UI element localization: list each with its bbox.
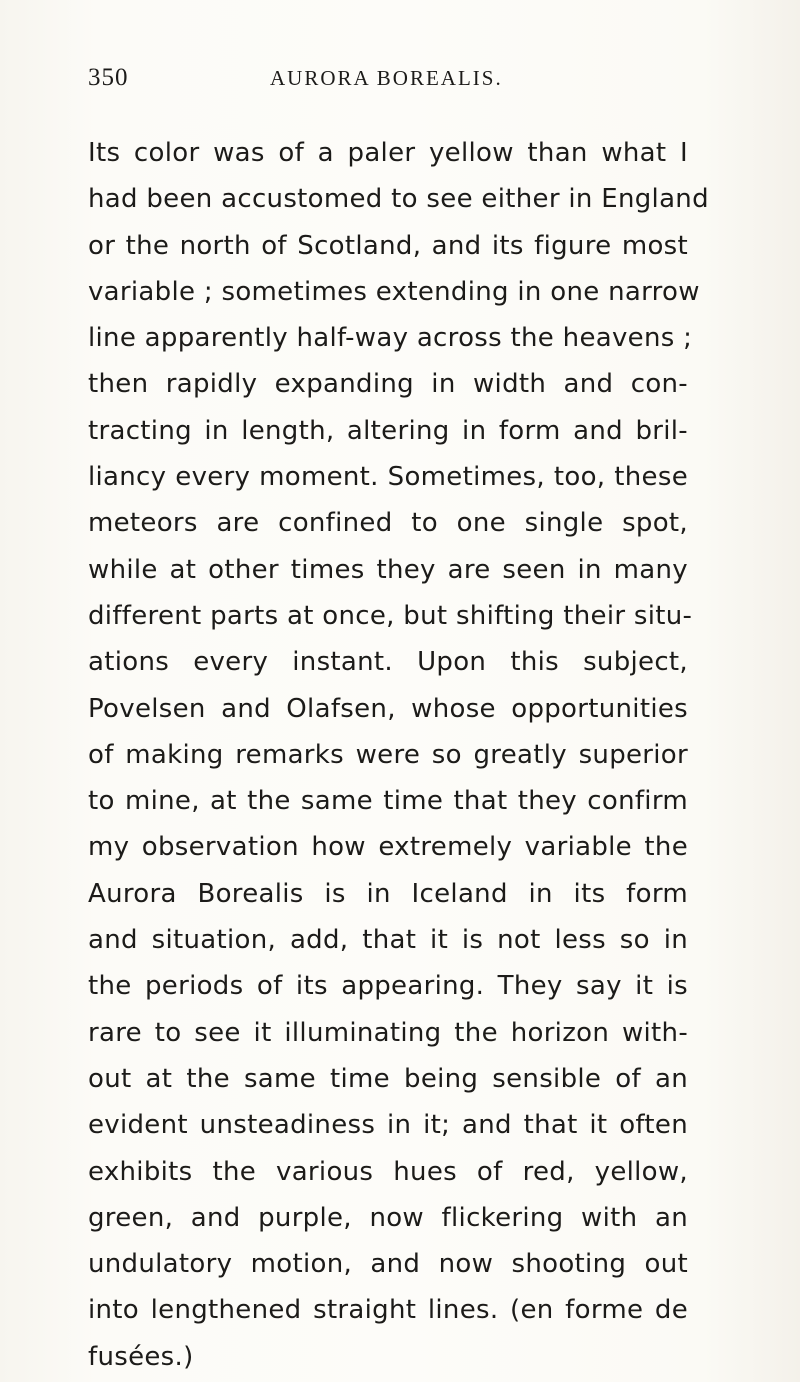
text-line: rare to see it illuminating the horizon with- — [88, 1017, 688, 1048]
text-line: while at other times they are seen in many — [88, 554, 688, 585]
text-line: undulatory motion, and now shooting out — [88, 1249, 688, 1280]
running-title: AURORA BOREALIS. — [270, 66, 503, 90]
text-line: evident unsteadiness in it; and that it often — [88, 1110, 688, 1141]
text-line: line apparently half-way across the heavens ; — [88, 323, 693, 354]
text-line: or the north of Scotland, and its figure most — [88, 230, 688, 261]
text-line: and situation, add, that it is not less so in — [88, 925, 688, 956]
text-line: ations every instant. Upon this subject, — [88, 647, 688, 678]
text-line: of making remarks were so greatly superior — [88, 739, 688, 770]
text-line: different parts at once, but shifting their situ- — [88, 600, 693, 631]
text-line: variable ; sometimes extending in one narrow — [88, 276, 700, 307]
text-line: fusées.) — [88, 1341, 194, 1372]
text-line: meteors are confined to one single spot, — [88, 508, 688, 539]
text-line: out at the same time being sensible of an — [88, 1063, 688, 1094]
text-line: tracting in length, altering in form and bril- — [88, 415, 688, 446]
text-line: then rapidly expanding in width and con- — [88, 369, 688, 400]
text-line: had been accustomed to see either in England — [88, 184, 709, 215]
text-line: Povelsen and Olafsen, whose opportunities — [88, 693, 688, 724]
running-head — [88, 64, 688, 104]
page-number: 350 — [88, 64, 129, 91]
text-line: Aurora Borealis is in Iceland in its form — [88, 878, 688, 909]
text-line: exhibits the various hues of red, yellow, — [88, 1156, 688, 1187]
text-line: the periods of its appearing. They say it is — [88, 971, 688, 1002]
text-line: green, and purple, now flickering with an — [88, 1202, 688, 1233]
text-line: to mine, at the same time that they confirm — [88, 786, 688, 817]
text-line: my observation how extremely variable the — [88, 832, 688, 863]
body-paragraph — [88, 130, 709, 1380]
text-line: into lengthened straight lines. (en forme de — [88, 1295, 688, 1326]
text-line: liancy every moment. Sometimes, too, these — [88, 462, 688, 493]
text-line: Its color was of a paler yellow than what I — [88, 138, 688, 168]
